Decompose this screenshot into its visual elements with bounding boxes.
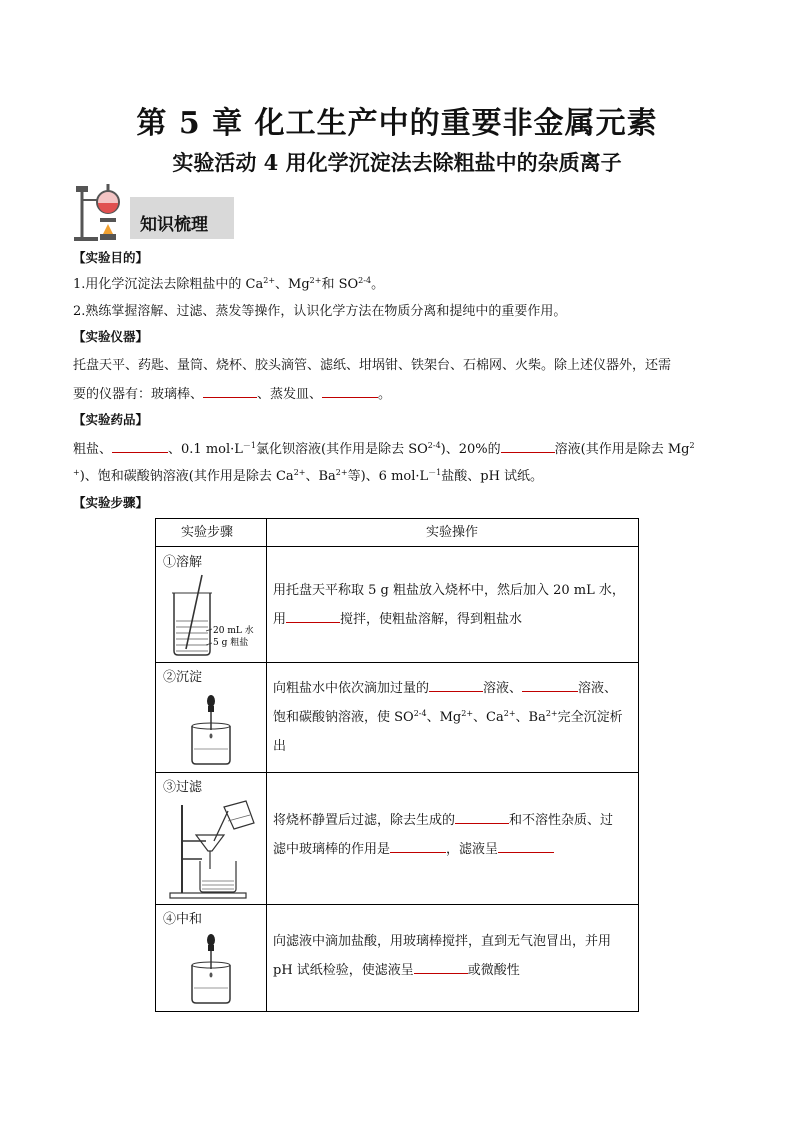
activity-subtitle: 实验活动 4 用化学沉淀法去除粗盐中的杂质离子 bbox=[172, 150, 622, 175]
step-label: ③过滤 bbox=[163, 780, 203, 795]
answer-blank[interactable] bbox=[501, 440, 555, 453]
instruments-line-1: 托盘天平、药匙、量筒、烧杯、胶头滴管、滤纸、坩埚钳、铁架台、石棉网、火柴。除上述仪器外，还需 bbox=[73, 358, 672, 373]
knowledge-label: 知识梳理 bbox=[140, 215, 208, 235]
fig-label-salt: 5 g 粗盐 bbox=[213, 638, 249, 648]
operation-text: 用托盘天平称取 5 g 粗盐放入烧杯中，然后加入 20 mL 水， 用 搅拌，使粗盐溶解，得到粗盐水 bbox=[273, 583, 625, 627]
lab-flask-icon bbox=[72, 182, 134, 242]
section-instruments: 【实验仪器】 bbox=[73, 329, 149, 344]
table-divider bbox=[156, 904, 638, 905]
section-reagents: 【实验药品】 bbox=[73, 412, 149, 427]
table-divider bbox=[156, 772, 638, 773]
operation-text: 向粗盐水中依次滴加过量的 溶液、 溶液、 饱和碳酸钠溶液，使 SO$^{2-4}$、$Mg^{2+}$、$Ca^{2+}$、$Ba^{2+}$完全沉淀析 出 bbox=[273, 681, 623, 754]
answer-blank[interactable] bbox=[390, 840, 446, 853]
filtration-figure bbox=[166, 797, 262, 899]
answer-blank[interactable] bbox=[112, 440, 168, 453]
answer-blank[interactable] bbox=[455, 811, 509, 824]
step-label: ④中和 bbox=[163, 912, 203, 927]
table-divider bbox=[156, 546, 638, 547]
reagents-line-2: +)、饱和碳酸钠溶液(其作用是除去 $Ca^{2+}$、$Ba^{2+}$等)、6 $mol\cdot L^{-1}$盐酸、pH 试纸。 bbox=[73, 468, 544, 484]
answer-blank[interactable] bbox=[322, 385, 378, 398]
answer-blank[interactable] bbox=[429, 679, 483, 692]
step-label: ②沉淀 bbox=[163, 670, 203, 685]
steps-table bbox=[155, 518, 639, 1012]
purpose-line-2: 2.熟练掌握溶解、过滤、蒸发等操作，认识化学方法在物质分离和提纯中的重要作用。 bbox=[73, 304, 567, 319]
operation-text: 将烧杯静置后过滤，除去生成的 和不溶性杂质、过 滤中玻璃棒的作用是 ，滤液呈 bbox=[273, 813, 614, 857]
beaker-dissolve-figure bbox=[162, 571, 262, 659]
chapter-title: 第 5 章 化工生产中的重要非金属元素 bbox=[136, 106, 658, 141]
reagents-line-1: 粗盐、 、0.1 $mol\cdot L^{-1}$氯化钡溶液(其作用是除去 SO$^{2-4}$)、20%的 溶液(其作用是除去 Mg$^2$ bbox=[73, 441, 695, 457]
header-operation: 实验操作 bbox=[426, 525, 479, 540]
table-divider bbox=[156, 662, 638, 663]
instruments-line-2: 要的仪器有：玻璃棒、 、蒸发皿、 。 bbox=[73, 387, 392, 402]
answer-blank[interactable] bbox=[414, 961, 468, 974]
section-steps: 【实验步骤】 bbox=[73, 495, 149, 510]
answer-blank[interactable] bbox=[203, 385, 257, 398]
operation-text: 向滤液中滴加盐酸，用玻璃棒搅拌，直到无气泡冒出，并用 pH 试纸检验，使滤液呈 或微酸性 bbox=[273, 934, 612, 978]
answer-blank[interactable] bbox=[522, 679, 578, 692]
purpose-line-1: 1.用化学沉淀法去除粗盐中的 $Ca^{2+}$、$Mg^{2+}$和 SO$^{2-4}$。 bbox=[73, 276, 385, 292]
section-purpose: 【实验目的】 bbox=[73, 250, 149, 265]
answer-blank[interactable] bbox=[286, 610, 340, 623]
dropper-beaker-figure bbox=[186, 933, 236, 1005]
dropper-beaker-figure bbox=[186, 694, 236, 766]
table-divider bbox=[266, 519, 267, 1011]
fig-label-water: 20 mL 水 bbox=[213, 626, 254, 636]
answer-blank[interactable] bbox=[498, 840, 554, 853]
header-step: 实验步骤 bbox=[181, 525, 234, 540]
step-label: ①溶解 bbox=[163, 555, 203, 570]
